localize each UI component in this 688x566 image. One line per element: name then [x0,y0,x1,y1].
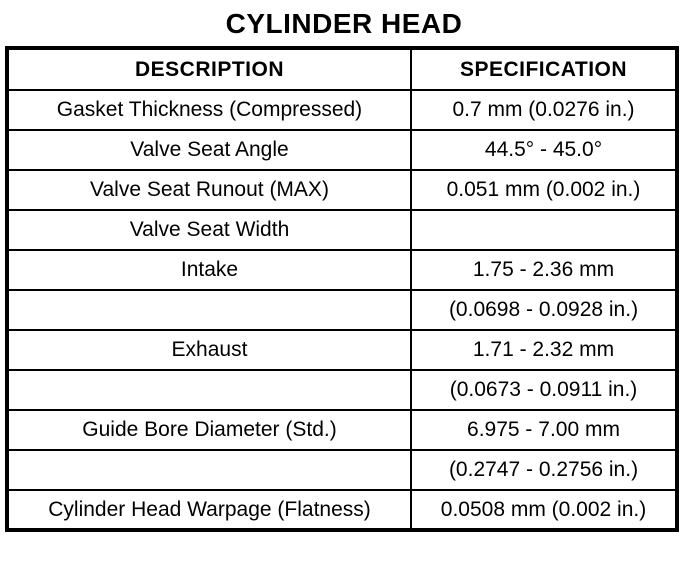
description-cell [7,290,411,330]
table-row [7,330,677,370]
description-cell [7,450,411,490]
specification-cell: 44.5° - 45.0° [411,130,677,170]
specification-cell [411,210,677,250]
table-row [7,250,677,290]
table-row [7,170,677,210]
table-row [7,370,677,410]
header-row [7,48,677,90]
description-cell: Exhaust [7,330,411,370]
table-row [7,410,677,450]
table-row [7,490,677,530]
specification-cell: 1.71 - 2.32 mm [411,330,677,370]
specification-cell: (0.0698 - 0.0928 in.) [411,290,677,330]
specification-cell: 0.0508 mm (0.002 in.) [411,490,677,530]
specification-cell: 1.75 - 2.36 mm [411,250,677,290]
description-cell: Gasket Thickness (Compressed) [7,90,411,130]
cylinder-head-spec-table [5,46,679,532]
description-cell: Intake [7,250,411,290]
description-cell: Valve Seat Width [7,210,411,250]
description-cell [7,370,411,410]
table-row [7,210,677,250]
page-title: CYLINDER HEAD [225,8,463,39]
description-cell: Valve Seat Runout (MAX) [7,170,411,210]
table-row [7,290,677,330]
description-column-header: DESCRIPTION [7,48,411,90]
table-header [7,48,677,90]
specification-column-header: SPECIFICATION [411,48,677,90]
table-row [7,90,677,130]
table-row [7,450,677,490]
description-cell: Valve Seat Angle [7,130,411,170]
specification-cell: 6.975 - 7.00 mm [411,410,677,450]
specification-cell: (0.2747 - 0.2756 in.) [411,450,677,490]
description-cell: Cylinder Head Warpage (Flatness) [7,490,411,530]
specification-cell: 0.051 mm (0.002 in.) [411,170,677,210]
description-cell: Guide Bore Diameter (Std.) [7,410,411,450]
table-row [7,130,677,170]
specification-cell: 0.7 mm (0.0276 in.) [411,90,677,130]
specification-cell: (0.0673 - 0.0911 in.) [411,370,677,410]
